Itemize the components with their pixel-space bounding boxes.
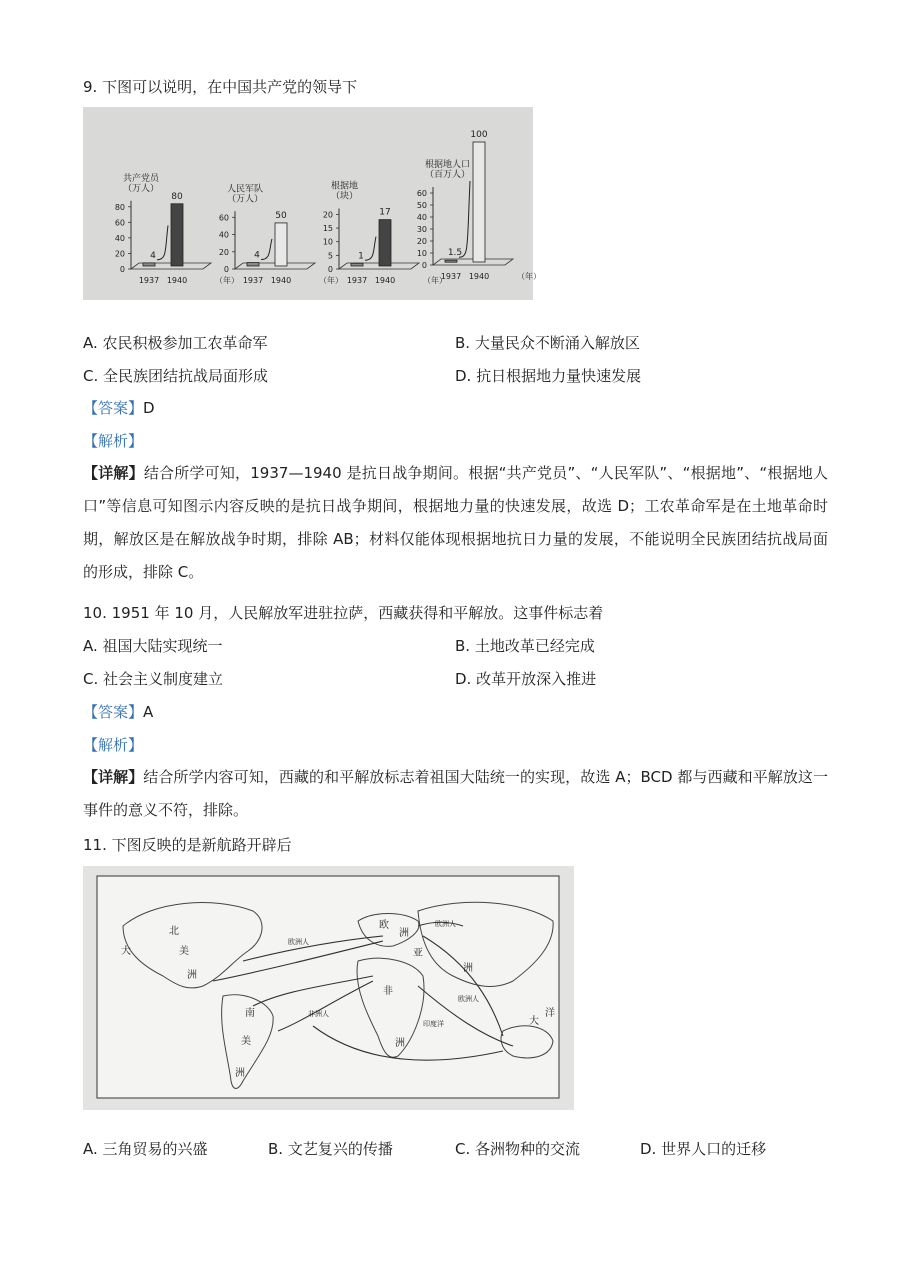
chart1-ytick-label-2: 40 — [114, 233, 125, 243]
chart2-ytick-label-2: 40 — [218, 230, 229, 240]
chart3-xtick-1937: 1937 — [346, 276, 368, 285]
map-label-nan: 南 — [245, 1008, 255, 1019]
chart2-xlabel: （年） — [319, 276, 343, 285]
chart3-xtick-1940: 1940 — [374, 276, 396, 285]
chart3-value-label-1940: 17 — [379, 207, 391, 218]
chart4-xlabel: （年） — [517, 272, 541, 281]
chart4-xtick-1937: 1937 — [440, 272, 462, 281]
q9-answer-tag: 【答案】 — [83, 399, 144, 417]
chart3-xlabel: （年） — [423, 276, 447, 285]
q9-chart-figure — [83, 107, 541, 300]
q9-option-d[interactable]: D. 抗日根据地力量快速发展 — [455, 367, 642, 385]
map-label-ya: 亚 — [413, 948, 423, 959]
map-label-europeans-2: 欧洲人 — [288, 938, 309, 946]
q10-option-b[interactable]: B. 土地改革已经完成 — [455, 637, 595, 655]
chart2-ytick-label-1: 20 — [218, 247, 229, 257]
chart2-bar-1937 — [247, 263, 259, 266]
q10-answer-line — [83, 702, 153, 722]
chart3-ytick-label-2: 10 — [322, 237, 333, 247]
chart4-value-label-1937: 1.5 — [447, 248, 463, 259]
chart3-growth-arrow — [365, 237, 376, 261]
q9-option-b[interactable]: B. 大量民众不断涌入解放区 — [455, 334, 640, 352]
chart4-ylabel-2: （百万人） — [425, 170, 471, 180]
chart3-value-label-1937: 1 — [358, 251, 364, 262]
chart1-ytick-label-1: 20 — [114, 249, 125, 259]
chart1-ylabel-2: （万人） — [123, 183, 160, 194]
map-label-mei-s: 美 — [241, 1036, 251, 1047]
chart1-value-label-1937: 4 — [150, 250, 156, 261]
chart3-bar-1940 — [379, 220, 391, 266]
map-label-da-west: 大 — [121, 946, 131, 957]
q10-option-a[interactable]: A. 祖国大陆实现统一 — [83, 637, 223, 655]
map-label-indian-ocean: 印度洋 — [423, 1020, 444, 1028]
map-label-fei: 非 — [383, 986, 393, 997]
map-label-zhou-asia: 洲 — [463, 963, 473, 974]
chart1-bar-1937 — [143, 263, 155, 266]
q11-world-map — [83, 866, 574, 1110]
q10-option-d[interactable]: D. 改革开放深入推进 — [455, 670, 597, 688]
chart1-ylabel-1: 共产党员 — [123, 173, 160, 184]
chart3-ytick-label-3: 15 — [322, 224, 333, 234]
chart4-ytick-label-5: 50 — [416, 201, 427, 210]
q11-option-c[interactable]: C. 各洲物种的交流 — [455, 1140, 581, 1158]
q9-detail-tag: 【详解】 — [83, 464, 144, 482]
chart3-ytick-label-1: 5 — [327, 251, 333, 261]
q9-detail — [83, 457, 828, 589]
q10-detail — [83, 761, 828, 827]
q9-answer: D — [143, 399, 155, 417]
q10-answer: A — [143, 703, 154, 721]
chart2-value-label-1940: 50 — [275, 210, 287, 221]
map-frame — [97, 876, 559, 1098]
q10-detail-text: 结合所学内容可知，西藏的和平解放标志着祖国大陆统一的实现，故选 A；BCD 都与西藏和平解放这一事件的意义不符，排除。 — [83, 768, 828, 819]
q11-map-figure — [83, 866, 574, 1110]
chart4-xtick-1940: 1940 — [468, 272, 490, 281]
chart3-ytick-label-4: 20 — [322, 210, 333, 220]
q10-detail-tag: 【详解】 — [83, 768, 144, 786]
map-label-europeans-1: 欧洲人 — [435, 920, 456, 928]
map-label-ou: 欧 — [379, 920, 389, 931]
q11-option-b[interactable]: B. 文艺复兴的传播 — [268, 1140, 393, 1158]
q9-analysis-tag: 【解析】 — [83, 432, 144, 450]
chart4-growth-arrow — [459, 181, 470, 257]
chart3-ytick-label-0: 0 — [327, 265, 333, 274]
chart4-ytick-label-1: 10 — [416, 249, 427, 258]
map-label-mei-n: 美 — [179, 946, 189, 957]
map-label-da-ocean: 大 — [529, 1016, 539, 1027]
q9-detail-text: 结合所学可知，1937—1940 是抗日战争期间。根据“共产党员”、“人民军队”、“根据地”、“根据地人口”等信息可知图示内容反映的是抗日战争期间，根据地力量的快速发展，故选 D；工农革命军是在土地革命时期，解放区是在解放战争时期，排除 AB；材料仅能体现根据地抗日力量的发展，不能说明全民族团结抗战局面的形成，排除 C。 — [83, 464, 828, 581]
chart1-bar-1940 — [171, 204, 183, 266]
chart2-bar-1940 — [275, 223, 287, 266]
map-label-europeans-3: 欧洲人 — [458, 995, 479, 1003]
chart2-ylabel-2: （万人） — [227, 194, 264, 205]
chart2-xtick-1937: 1937 — [242, 276, 264, 285]
chart3-ylabel-2: （块） — [331, 191, 359, 202]
chart2-ytick-label-0: 0 — [223, 265, 229, 274]
q10-answer-tag: 【答案】 — [83, 703, 144, 721]
chart4-ytick-label-2: 20 — [416, 237, 427, 246]
chart4-ytick-label-0: 0 — [421, 261, 427, 270]
chart1-xtick-1937: 1937 — [138, 276, 160, 285]
chart4-bar-1940 — [473, 142, 485, 262]
q11-stem: 11. 下图反映的是新航路开辟后 — [83, 836, 292, 854]
map-label-zhou-eu: 洲 — [399, 928, 409, 939]
chart1-xtick-1940: 1940 — [166, 276, 188, 285]
map-label-africans: 非洲人 — [308, 1010, 329, 1018]
q11-option-a[interactable]: A. 三角贸易的兴盛 — [83, 1140, 208, 1158]
q9-option-c[interactable]: C. 全民族团结抗战局面形成 — [83, 367, 269, 385]
chart4-ytick-label-4: 40 — [416, 213, 427, 222]
chart3-ylabel-1: 根据地 — [331, 181, 359, 192]
map-label-zhou-s: 洲 — [235, 1068, 245, 1079]
chart2-value-label-1937: 4 — [254, 250, 260, 261]
q9-option-a[interactable]: A. 农民积极参加工农革命军 — [83, 334, 268, 352]
chart1-value-label-1940: 80 — [171, 191, 183, 202]
chart2-xtick-1940: 1940 — [270, 276, 292, 285]
map-label-bei: 北 — [169, 926, 179, 937]
chart2-growth-arrow — [261, 239, 272, 260]
q9-chart-svg — [83, 107, 541, 300]
chart4-ytick-label-6: 60 — [416, 189, 427, 198]
map-label-zhou-n: 洲 — [187, 970, 197, 981]
chart3-bar-1937 — [351, 263, 363, 266]
chart4-value-label-1940: 100 — [470, 130, 488, 140]
chart2-ylabel-1: 人民军队 — [227, 184, 264, 195]
map-label-yang: 洋 — [545, 1008, 555, 1019]
map-label-zhou-af: 洲 — [395, 1038, 405, 1049]
q10-stem: 10. 1951 年 10 月，人民解放军进驻拉萨，西藏获得和平解放。这事件标志着 — [83, 604, 604, 622]
q11-option-d[interactable]: D. 世界人口的迁移 — [640, 1140, 767, 1158]
chart1-ytick-label-0: 0 — [119, 265, 125, 274]
chart1-xlabel: （年） — [215, 276, 239, 285]
q10-option-c[interactable]: C. 社会主义制度建立 — [83, 670, 224, 688]
chart1-ytick-label-3: 60 — [114, 218, 125, 228]
q9-stem: 9. 下图可以说明，在中国共产党的领导下 — [83, 78, 358, 96]
chart4-ylabel-1: 根据地人口 — [425, 160, 471, 170]
chart2-ytick-label-3: 60 — [218, 213, 229, 223]
chart1-ytick-label-4: 80 — [114, 202, 125, 212]
q10-analysis-tag: 【解析】 — [83, 736, 144, 754]
chart4-ytick-label-3: 30 — [416, 225, 427, 234]
chart4-bar-1937 — [445, 260, 457, 262]
q9-answer-line — [83, 398, 155, 418]
chart1-growth-arrow — [157, 225, 168, 259]
